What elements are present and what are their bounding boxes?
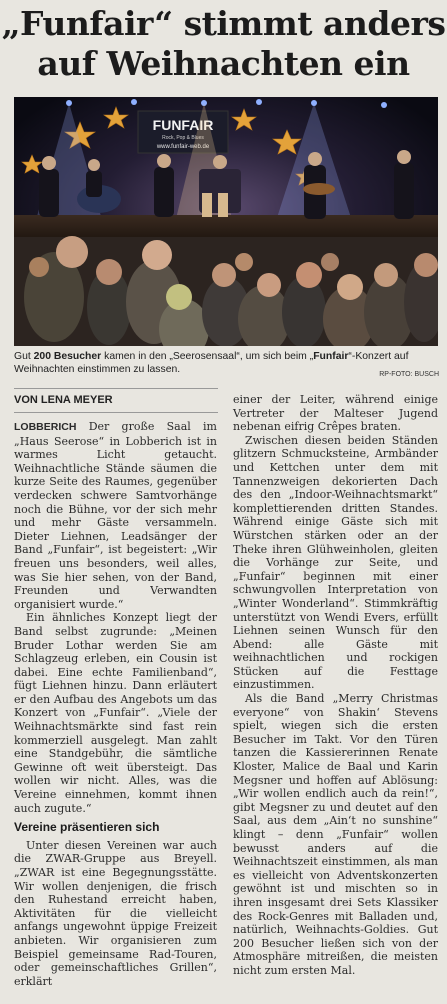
banner-tagline: Rock, Pop & Blues <box>162 135 204 141</box>
paragraph-text: Der große Saal im „Haus Seerose“ in Lobberich ist in warmes Licht getaucht. Weihnachtliche Stände säumen die kurze Seite des Raumes, gegenüber verdecken schwere Samtvorhänge noch die Bühne, vor der sich mehr und mehr Gäste versammeln. Dieter Liehnen, Leadsänger der Band „Funfair“, ist begeistert: „Wir freuen uns besonders, weil alles, was Sie hier sehen, von der Band, Freunden und Verwandten organisiert wurde.“ <box>14 420 217 611</box>
concert-photo-illustration <box>14 97 438 346</box>
dateline: LOBBERICH <box>14 421 77 433</box>
paragraph: einer der Leiter, während einige Vertreter der Malteser Jugend nebenan eifrig Crêpes braten. <box>233 393 438 434</box>
headline-line-1: „Funfair“ stimmt anders <box>1 4 446 43</box>
caption-bold-2: Funfair <box>313 351 349 362</box>
banner-title: FUNFAIR <box>152 117 214 133</box>
paragraph: Ein ähnliches Konzept liegt der Band selbst zugrunde: „Meinen Bruder Lothar werden Sie am Schlagzeug erleben, ein Cousin ist dabei. Eine echte Familienband“, fügt Liehnen hinzu. Dann erläutert er den Aufbau des Angebots um das Konzert von „Funfair“. „Viele der Weihnachtsmärkte sind fast rein kommerziell ausgelegt. Man zahlt eine Standgebühr, die sämtliche Gewinne oft weit übersteigt. Das wollen wir nicht. Alles, was die Vereine einnehmen, kommt ihnen auch zugute.“ <box>14 611 217 815</box>
paragraph: Unter diesen Vereinen war auch die ZWAR-Gruppe aus Breyell. „ZWAR ist eine Begegnungsstätte. Wir wollen denjenigen, die frisch den Ruhestand erreicht haben, Aktivitäten für die vielleicht anfangs ungewohnt üppige Freizeit anbieten. Wir organisieren zum Beispiel gemeinsame Rad-Touren, oder gemeinschaftliches Grillen“, erklärt <box>14 838 217 988</box>
article-column-1 <box>14 420 217 988</box>
caption-text-1: Gut <box>14 351 34 362</box>
paragraph: Als die Band „Merry Christmas everyone“ von Shakin‘ Stevens spielt, wiegen sich die ersten Besucher im Takt. Vor den Türen tanzen die Kassiererinnen Renate Kloster, Malice de Baal und Karin Megsner und hoffen auf Ablösung: „Wir wollen endlich auch da rein!“, gibt Megsner zu und deutet auf den Saal, aus dem „Ain‘t no sunshine“ klingt – denn „Funfair“ wollen bewusst anders auf die Weihnachtszeit einstimmen, als man es vielleicht von Adventskonzerten gewöhnt ist und mischten so in ihren insgesamt drei Sets Klassiker des Rock-Genres mit Balladen und, natürlich, Weihnachts-Goldies. Gut 200 Besucher ließen sich von der Atmosphäre mitreißen, die meisten nicht zum ersten Mal. <box>233 692 438 977</box>
caption-text-3: “-Konzert auf Weihnachten einstimmen zu lassen. <box>14 351 409 375</box>
concert-photo <box>14 97 438 346</box>
byline: VON LENA MEYER <box>14 394 113 406</box>
divider-byline <box>14 412 218 413</box>
paragraph <box>14 420 217 611</box>
photo-credit: RP-FOTO: BUSCH <box>379 371 439 378</box>
headline <box>0 4 447 84</box>
divider-left <box>14 388 218 389</box>
article-column-2 <box>233 393 438 978</box>
photo-caption <box>14 350 438 376</box>
paragraph: Zwischen diesen beiden Ständen glitzern Schmucksteine, Armbänder und Kettchen unter dem mit Tannenzweigen dekorierten Dach des den „Indoor-Weihnachtsmarkt“ komplettierenden dritten Standes. Während einige Gäste sich mit Würstchen stärken oder an der Theke ihren Glühweinholen, gleiten die Vorhänge zur Seite, und „Funfair“ beginnen mit einer schwungvollen Interpretation von „Winter Wonderland“. Stimmkräftig unterstützt von Wendi Evers, erfüllt Liehnen seinen Wunsch für den Abend: alle Gäste mit weihnachtlichen und rockigen Stücken auf die Festtage einzustimmen. <box>233 433 438 692</box>
caption-text-2: kamen in den „Seerosensaal“, um sich beim „ <box>101 351 314 362</box>
headline-line-2: auf Weihnachten ein <box>37 44 410 83</box>
subheading: Vereine präsentieren sich <box>14 820 160 835</box>
banner-url: www.funfair-web.de <box>156 144 210 150</box>
caption-bold-1: 200 Besucher <box>33 351 102 362</box>
